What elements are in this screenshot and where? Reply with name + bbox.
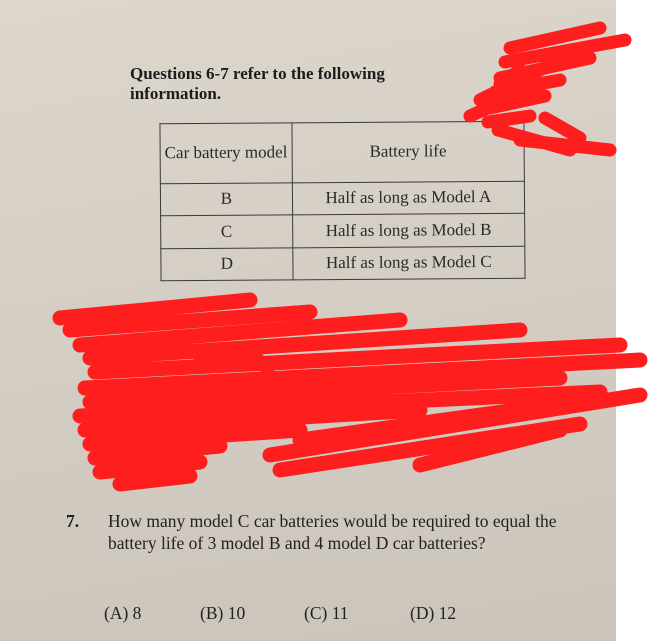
choice-b: (B) 10	[200, 603, 246, 623]
table-row	[161, 246, 525, 281]
question-number: 7.	[66, 511, 80, 531]
cell-model: B	[160, 183, 292, 216]
cell-model: C	[161, 215, 293, 248]
choice-d: (D) 12	[410, 603, 457, 623]
table-header-row	[160, 121, 524, 183]
table-row	[160, 181, 524, 216]
choice-a: (A) 8	[104, 603, 142, 623]
choice-c: (C) 11	[304, 603, 349, 623]
table-row	[161, 213, 525, 248]
cell-model: D	[161, 247, 293, 280]
page-background	[616, 0, 671, 641]
cell-battery-life: Half as long as Model C	[293, 246, 526, 280]
column-header-battery-life: Battery life	[292, 121, 525, 182]
cell-battery-life: Half as long as Model A	[292, 181, 525, 215]
column-header-model: Car battery model	[160, 123, 292, 184]
question-text: How many model C car batteries would be required to equal the battery life of 3 model B and 4 model D car batteries?	[108, 511, 557, 553]
cell-battery-life: Half as long as Model B	[292, 213, 525, 247]
questions-header: Questions 6-7 refer to the following information.	[130, 64, 385, 103]
battery-life-table	[159, 121, 525, 282]
